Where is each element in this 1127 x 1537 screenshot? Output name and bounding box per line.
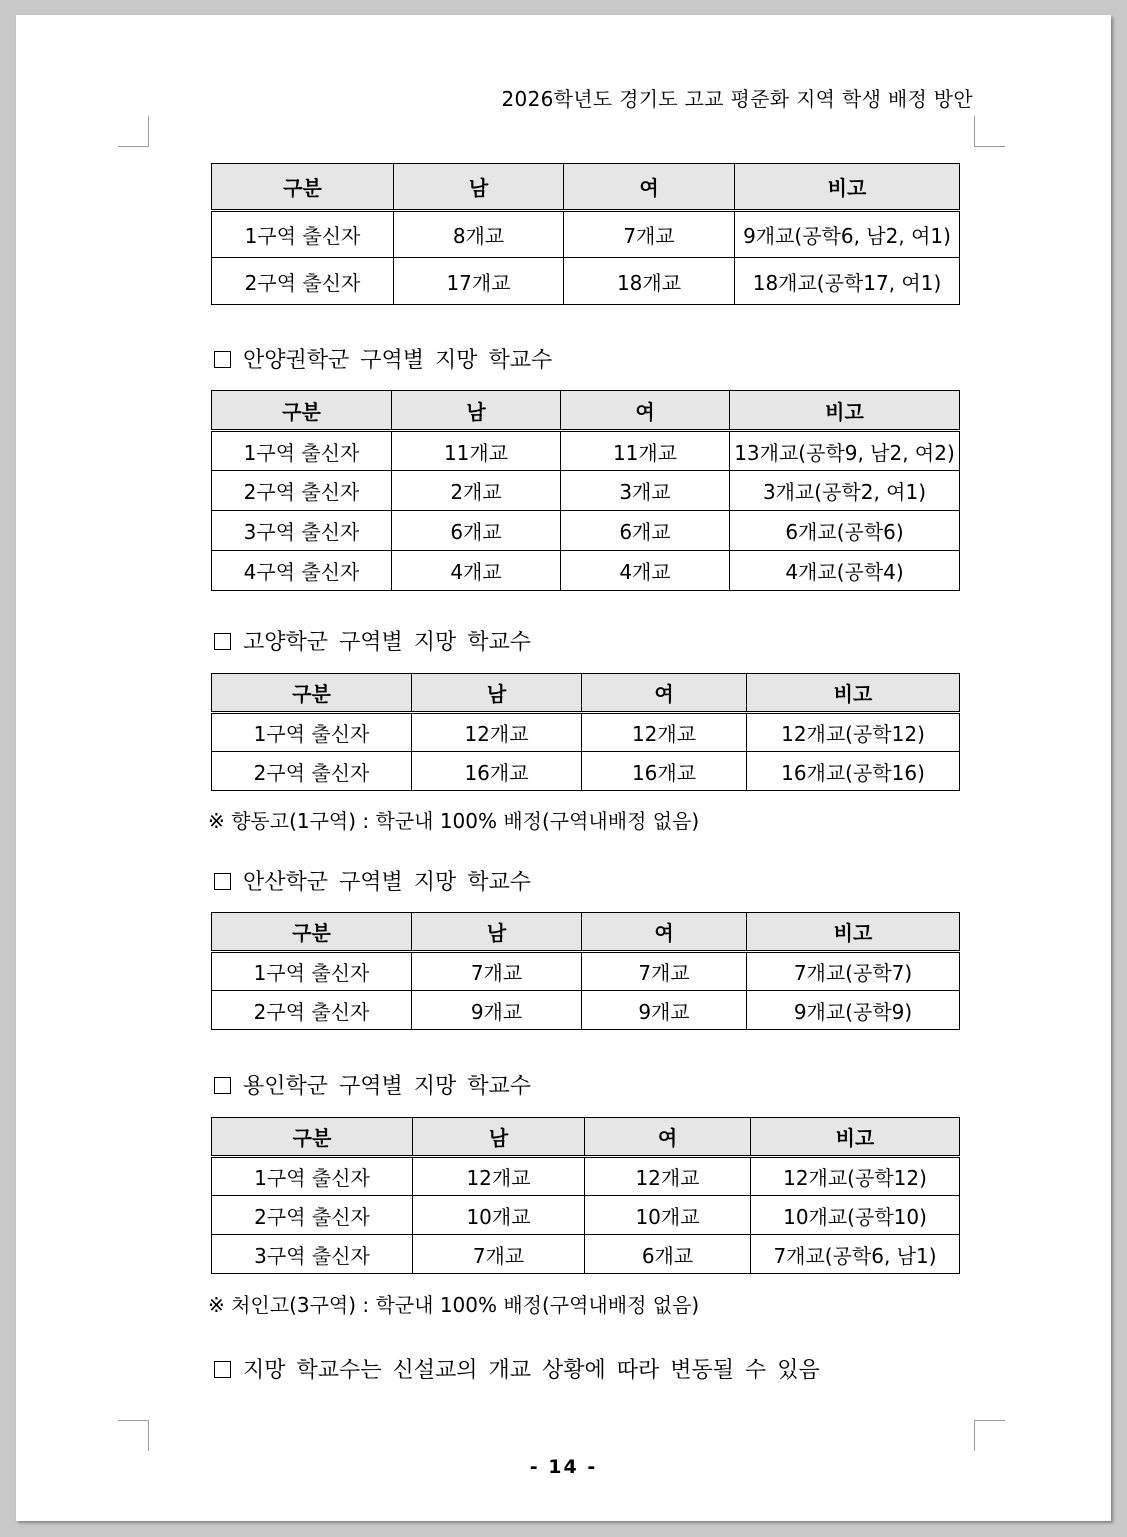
cell-female: 4개교 <box>561 551 730 591</box>
cell-male: 7개교 <box>412 952 582 991</box>
table-row <box>212 752 960 791</box>
checkbox-square-icon <box>214 351 231 368</box>
crop-mark-bottom-right <box>974 1420 1005 1451</box>
cell-category: 2구역 출신자 <box>212 1196 413 1235</box>
section-heading-anyang: 안양권학군 구역별 지망 학교수 <box>214 343 552 374</box>
col-header-category: 구분 <box>212 391 392 431</box>
table-row <box>212 431 960 471</box>
cell-female: 9개교 <box>582 991 747 1030</box>
table-row <box>212 991 960 1030</box>
document-page <box>16 15 1111 1521</box>
cell-category: 1구역 출신자 <box>212 713 412 752</box>
page-number: - 14 - <box>529 1456 598 1478</box>
crop-mark-bottom-left <box>118 1420 149 1451</box>
running-header: 2026학년도 경기도 고교 평준화 지역 학생 배정 방안 <box>501 87 973 111</box>
col-header-remarks: 비고 <box>735 164 960 211</box>
cell-remarks: 4개교(공학4) <box>730 551 960 591</box>
cell-male: 12개교 <box>413 1157 585 1196</box>
note-cheoin: ※ 처인고(3구역) : 학군내 100% 배정(구역내배정 없음) <box>208 1293 700 1317</box>
cell-male: 2개교 <box>392 471 561 511</box>
col-header-male: 남 <box>413 1118 585 1157</box>
col-header-female: 여 <box>582 913 747 952</box>
cell-category: 4구역 출신자 <box>212 551 392 591</box>
table-ansan <box>211 912 960 1030</box>
cell-male: 17개교 <box>394 258 564 305</box>
cell-male: 11개교 <box>392 431 561 471</box>
col-header-category: 구분 <box>212 674 412 713</box>
cell-remarks: 7개교(공학6, 남1) <box>751 1235 960 1274</box>
cell-male: 16개교 <box>412 752 582 791</box>
cell-female: 6개교 <box>561 511 730 551</box>
cell-female: 12개교 <box>585 1157 751 1196</box>
cell-category: 2구역 출신자 <box>212 991 412 1030</box>
cell-category: 1구역 출신자 <box>212 952 412 991</box>
col-header-male: 남 <box>412 674 582 713</box>
table-row <box>212 952 960 991</box>
final-note: 지망 학교수는 신설교의 개교 상황에 따라 변동될 수 있음 <box>214 1353 820 1384</box>
cell-remarks: 18개교(공학17, 여1) <box>735 258 960 305</box>
cell-remarks: 16개교(공학16) <box>747 752 960 791</box>
col-header-remarks: 비고 <box>747 913 960 952</box>
cell-male: 10개교 <box>413 1196 585 1235</box>
table-row <box>212 551 960 591</box>
table-row <box>212 1157 960 1196</box>
cell-category: 1구역 출신자 <box>212 1157 413 1196</box>
cell-male: 8개교 <box>394 211 564 258</box>
table-continued <box>211 163 960 305</box>
cell-male: 7개교 <box>413 1235 585 1274</box>
cell-category: 2구역 출신자 <box>212 471 392 511</box>
cell-category: 2구역 출신자 <box>212 752 412 791</box>
cell-female: 7개교 <box>582 952 747 991</box>
table-row <box>212 1235 960 1274</box>
cell-male: 4개교 <box>392 551 561 591</box>
col-header-male: 남 <box>412 913 582 952</box>
note-hyangdong: ※ 향동고(1구역) : 학군내 100% 배정(구역내배정 없음) <box>208 809 700 833</box>
col-header-male: 남 <box>394 164 564 211</box>
table-row <box>212 258 960 305</box>
table-anyang <box>211 390 960 591</box>
cell-remarks: 12개교(공학12) <box>751 1157 960 1196</box>
cell-female: 6개교 <box>585 1235 751 1274</box>
cell-female: 10개교 <box>585 1196 751 1235</box>
cell-female: 16개교 <box>582 752 747 791</box>
checkbox-square-icon <box>214 1077 231 1094</box>
col-header-remarks: 비고 <box>747 674 960 713</box>
table-row <box>212 1196 960 1235</box>
section-heading-ansan: 안산학군 구역별 지망 학교수 <box>214 865 531 896</box>
cell-female: 3개교 <box>561 471 730 511</box>
checkbox-square-icon <box>214 633 231 650</box>
crop-mark-top-right <box>974 116 1005 147</box>
cell-remarks: 12개교(공학12) <box>747 713 960 752</box>
cell-male: 12개교 <box>412 713 582 752</box>
table-row <box>212 511 960 551</box>
section-heading-yongin: 용인학군 구역별 지망 학교수 <box>214 1069 531 1100</box>
table-row <box>212 713 960 752</box>
col-header-category: 구분 <box>212 164 394 211</box>
checkbox-square-icon <box>214 873 231 890</box>
col-header-male: 남 <box>392 391 561 431</box>
table-yongin <box>211 1117 960 1274</box>
cell-male: 6개교 <box>392 511 561 551</box>
cell-remarks: 6개교(공학6) <box>730 511 960 551</box>
col-header-female: 여 <box>561 391 730 431</box>
table-goyang <box>211 673 960 791</box>
cell-category: 1구역 출신자 <box>212 211 394 258</box>
cell-remarks: 3개교(공학2, 여1) <box>730 471 960 511</box>
cell-category: 3구역 출신자 <box>212 1235 413 1274</box>
cell-female: 18개교 <box>564 258 735 305</box>
col-header-category: 구분 <box>212 913 412 952</box>
cell-female: 12개교 <box>582 713 747 752</box>
crop-mark-top-left <box>118 116 149 147</box>
cell-remarks: 9개교(공학6, 남2, 여1) <box>735 211 960 258</box>
table-row <box>212 211 960 258</box>
cell-category: 1구역 출신자 <box>212 431 392 471</box>
col-header-remarks: 비고 <box>751 1118 960 1157</box>
cell-female: 11개교 <box>561 431 730 471</box>
cell-male: 9개교 <box>412 991 582 1030</box>
cell-remarks: 9개교(공학9) <box>747 991 960 1030</box>
section-heading-goyang: 고양학군 구역별 지망 학교수 <box>214 625 531 656</box>
col-header-female: 여 <box>582 674 747 713</box>
col-header-category: 구분 <box>212 1118 413 1157</box>
col-header-remarks: 비고 <box>730 391 960 431</box>
col-header-female: 여 <box>585 1118 751 1157</box>
cell-category: 3구역 출신자 <box>212 511 392 551</box>
cell-remarks: 7개교(공학7) <box>747 952 960 991</box>
table-row <box>212 471 960 511</box>
cell-female: 7개교 <box>564 211 735 258</box>
checkbox-square-icon <box>214 1361 231 1378</box>
col-header-female: 여 <box>564 164 735 211</box>
cell-remarks: 10개교(공학10) <box>751 1196 960 1235</box>
cell-category: 2구역 출신자 <box>212 258 394 305</box>
cell-remarks: 13개교(공학9, 남2, 여2) <box>730 431 960 471</box>
